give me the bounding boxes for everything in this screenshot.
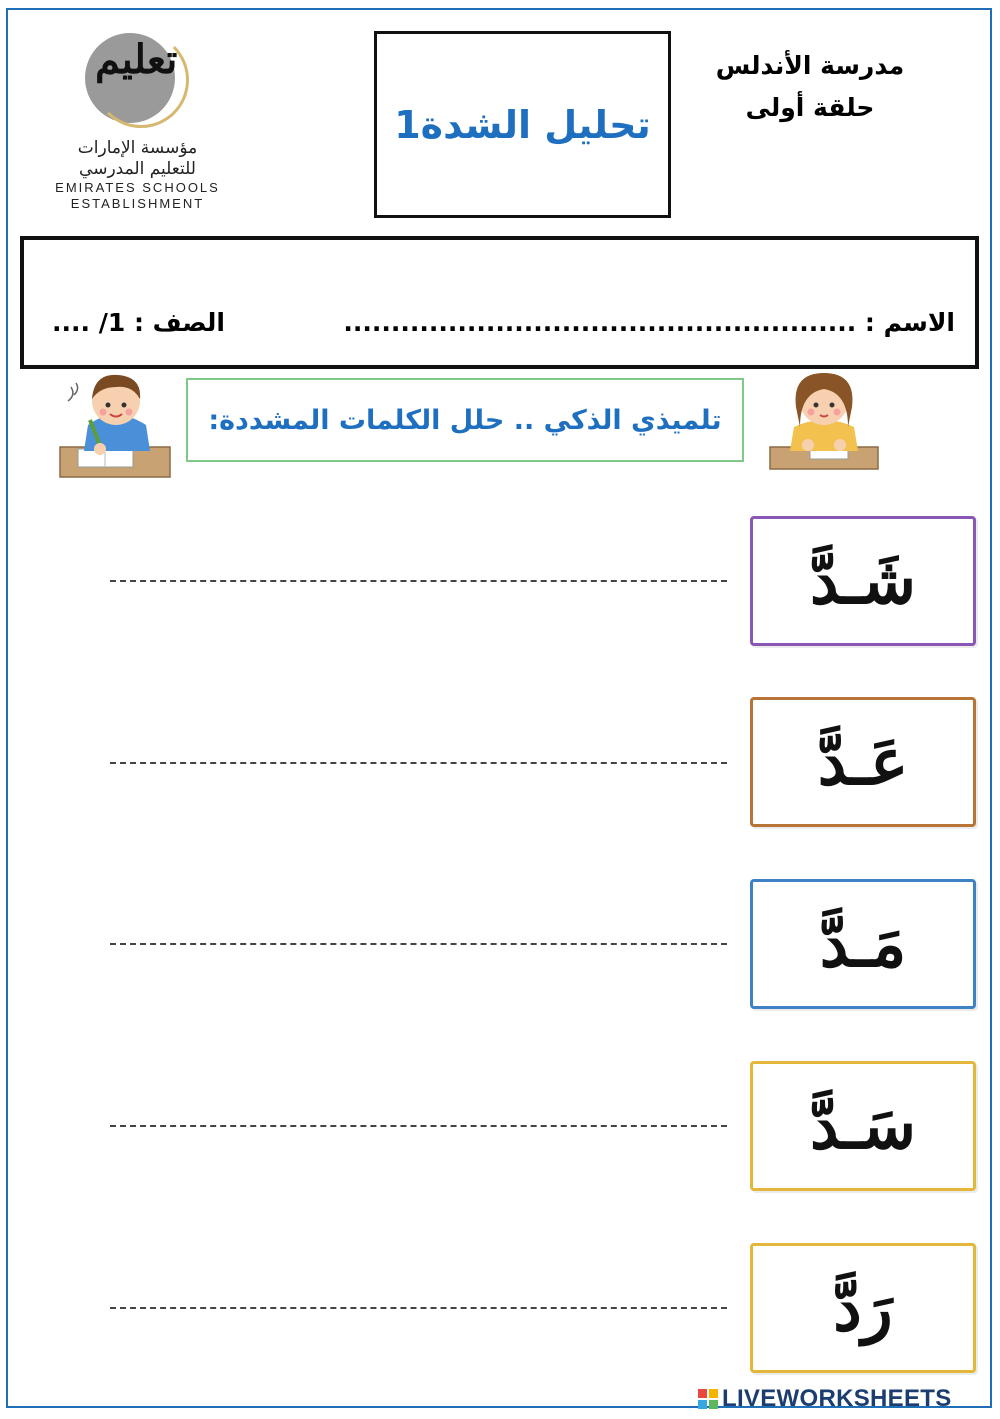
word-text: سَـدَّ [810, 1088, 916, 1164]
liveworksheets-text: LIVEWORKSHEETS [722, 1385, 952, 1412]
girl-writing-icon [768, 365, 880, 470]
name-field[interactable]: ...................................................... [343, 308, 857, 337]
worksheet-title: تحليل الشدة1 [394, 102, 651, 147]
student-info-box [20, 236, 979, 369]
logo-english-line: EMIRATES SCHOOLS [55, 180, 220, 195]
class-field[interactable]: الصف : 1/ .... [52, 308, 226, 337]
logo-english-text [55, 180, 220, 212]
answer-line[interactable] [110, 1125, 727, 1127]
word-card [750, 1243, 976, 1373]
school-name: مدرسة الأندلس [715, 51, 905, 80]
word-card [750, 516, 976, 646]
logo-english-line: ESTABLISHMENT [70, 196, 205, 211]
liveworksheets-watermark [698, 1385, 952, 1413]
answer-line[interactable] [110, 943, 727, 945]
answer-line[interactable] [110, 762, 727, 764]
word-card [750, 697, 976, 827]
word-text: مَـدَّ [819, 906, 907, 982]
logo-word: تعليم [95, 36, 178, 83]
instruction-text: تلميذي الذكي .. حلل الكلمات المشددة: [208, 404, 722, 436]
word-text: رَدَّ [833, 1270, 893, 1346]
word-card [750, 1061, 976, 1191]
word-text: عَـدَّ [817, 724, 909, 800]
logo-arabic-text [55, 138, 220, 180]
school-info [700, 45, 920, 129]
word-text: شَـدَّ [810, 543, 916, 619]
title-box [374, 31, 671, 218]
answer-line[interactable] [110, 580, 727, 582]
word-card [750, 879, 976, 1009]
ministry-logo [55, 28, 230, 218]
name-label: الاسم : [864, 308, 955, 337]
answer-line[interactable] [110, 1307, 727, 1309]
liveworksheets-icon [698, 1389, 718, 1409]
boy-writing-icon [58, 365, 173, 480]
name-row [343, 308, 955, 337]
logo-arabic-line: للتعليم المدرسي [79, 159, 196, 179]
instruction-box [186, 378, 744, 462]
school-cycle: حلقة أولى [745, 93, 875, 122]
logo-arabic-line: مؤسسة الإمارات [77, 138, 198, 158]
